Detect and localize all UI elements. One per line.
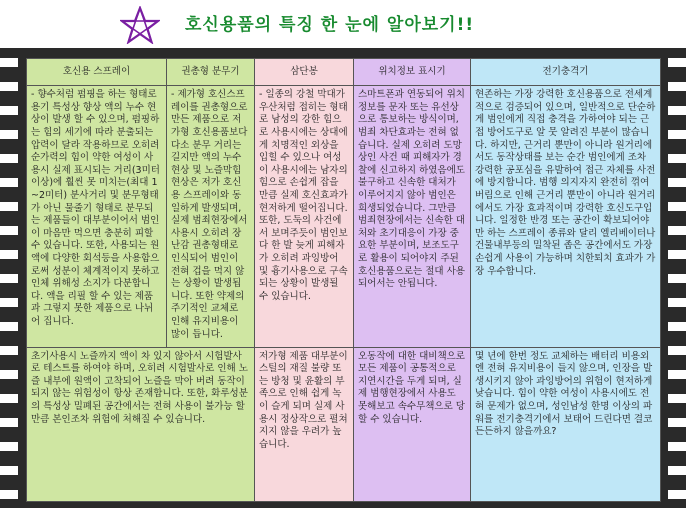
header-pistol-sprayer: 권총형 분무기 xyxy=(167,59,255,86)
cell-spray-main: - 향수처럼 펌핑을 하는 형태로 용기 특성상 향상 액의 누수 현상이 발생 할 수 있으며, 펌핑하는 힘의 세기에 따라 분출되는 압력이 달라 작용하므로 오히려 순가력의 힘이 약한 여성이 사용시 실제 표시되는 거리(3미터 이상)에 훨씬 못 미치는(최대 1~2미터) 분사거리 및 분무형태가 아닌 물줄기 형태로 분무되는 제품들이 대부분이어서 범인이 마음만 먹으면 충분히 피할 수 있습니다. 또한, 사용되는 원액에 다양한 회석등을 사용함으로써 성분이 체계적이지 못하고 인체 위해성 소지가 다분합니다. 액을 리필 할 수 있는 제품과 그렇지 못한 제품으로 나뉘어 집니다. xyxy=(27,86,167,347)
table-header-row xyxy=(27,59,661,86)
table-row xyxy=(27,347,661,501)
cell-pistol-main: - 제가형 호신스프레이를 권총형으로 만든 제품으로 저가형 호신용품보다 다소 분무 거리는 길지만 액의 누수 현상 및 노즐막힘 현상은 저가 호신용 스프레이와 동일하게 발생되며, 실제 범죄현장에서 사용시 오히려 장난감 권총형태로 인식되어 범인이 전혀 겁을 먹지 않는 상황이 발생됩니다. 또한 약제의 주기적인 교체로 인해 유지비용이 많이 듭니다. xyxy=(167,86,255,347)
pentagram-star-icon xyxy=(120,6,160,44)
comparison-table xyxy=(26,58,661,502)
cell-spray-extra: 초기사용시 노즐까지 액이 차 있지 않아서 시험발사로 테스트를 하여야 하며, 오히려 시험발사로 인해 노즐 내부에 원액이 고착되어 노즐을 막아 버려 동작이 되지 않는 위험성이 항상 존재합니다. 또한, 화루성분의 특성상 밀폐된 공간에서는 전혀 사용이 불가능 할 만큼 본인조차 위험에 처해질 수 있습니다. xyxy=(27,347,255,501)
cell-stungun-main: 현존하는 가장 강력한 호신용품으로 전세계적으로 검증되어 있으며, 일반적으로 단순하게 범인에게 직접 충격을 가하여야 되는 근접 방어도구로 알 뭇 알려진 부분이 많습니다. 하지만, 근거리 뿐만이 아니라 원거리에서도 동작상태를 보는 순간 범인에게 조차 강력한 공포심을 유발하여 접근 자체를 사전에 방지합니다. 범행 의지자지 완전히 꺾여 버림으로 인해 근거리 뿐만이 아니라 원거리에서도 가장 효과적이며 강력한 호신도구입니다. 일정한 반경 또는 공간이 확보되어야만 하는 스프레이 종류와 달리 엘리베이터나 건물내부등의 밀착된 좁은 공간에서도 가장 손쉽게 사용이 가능하며 치한퇴치 효과가 가장 우수합니다. xyxy=(471,86,661,347)
cell-tracker-main: 스마트폰과 연동되어 위치정보를 문자 또는 유선상으로 통보하는 방식이며, 범죄 차단효과는 전혀 없습니다. 실제 오히려 도망상인 사건 때 피해자가 경찰에 신고하지 하였음에도 불구하고 신속한 대처가 이루어지지 않아 범인은 희생되었습니다. 그만큼 범죄현장에서는 신속한 대처와 초기대응이 가장 중요한 부분이며, 보조도구로 활용이 되어야지 주된 호신용품으로는 절대 사용되어서는 안됩니다. xyxy=(354,86,471,347)
header-location-tracker: 위치정보 표시기 xyxy=(354,59,471,86)
table-row xyxy=(27,86,661,347)
cell-baton-extra: 저가형 제품 대부분이 스틸의 재질 불량 또는 방청 및 윤활의 부족으로 인해 쉽게 녹이 슬게 되며 실제 사용시 정상작으로 펼쳐지지 않을 우려가 높습니다. xyxy=(255,347,354,501)
left-stripe-border xyxy=(0,58,18,508)
cell-stungun-extra: 몇 년에 한번 정도 교체하는 배터리 비용외엔 전혀 유지비용이 들지 않으며, 인장을 발생시키지 않아 과잉방어의 위험이 현저하게 낮습니다. 힘이 약한 여성이 사용시에도 전혀 문제가 없으며, 성인남성 한명 이상의 파워를 전기충격기에서 보태어 드린다면 결코 든든하지 않을까요? xyxy=(471,347,661,501)
page-title: 호신용품의 특징 한 눈에 알아보기!! xyxy=(185,15,475,35)
header xyxy=(0,0,686,48)
header-baton: 삼단봉 xyxy=(255,59,354,86)
cell-tracker-extra: 오동작에 대한 대비책으로 모든 제품이 공통적으로 지연시간을 두게 되며, 실제 범행현장에서 사용도 못해보고 속수무책으로 당할 수 있습니다. xyxy=(354,347,471,501)
cell-baton-main: - 일종의 강철 막대가 우산처럼 접히는 형태로 남성의 강한 힘으로 사용시에는 상대에게 치명적인 외상을 입힐 수 있으나 여성이 사용시에는 남자의 힘으로 손쉽게 잡을 만큼 실제 호신효과가 현저하게 떨어집니다. 또한, 도둑의 사건에서 보며주듯이 범인보다 한 발 늦게 피해자가 오히려 과잉방어 및 흉기사용으로 구속되는 상황이 발생될 수 있습니다. xyxy=(255,86,354,347)
header-stun-gun: 전기충격기 xyxy=(471,59,661,86)
header-spray: 호신용 스프레이 xyxy=(27,59,167,86)
right-stripe-border xyxy=(668,58,686,508)
